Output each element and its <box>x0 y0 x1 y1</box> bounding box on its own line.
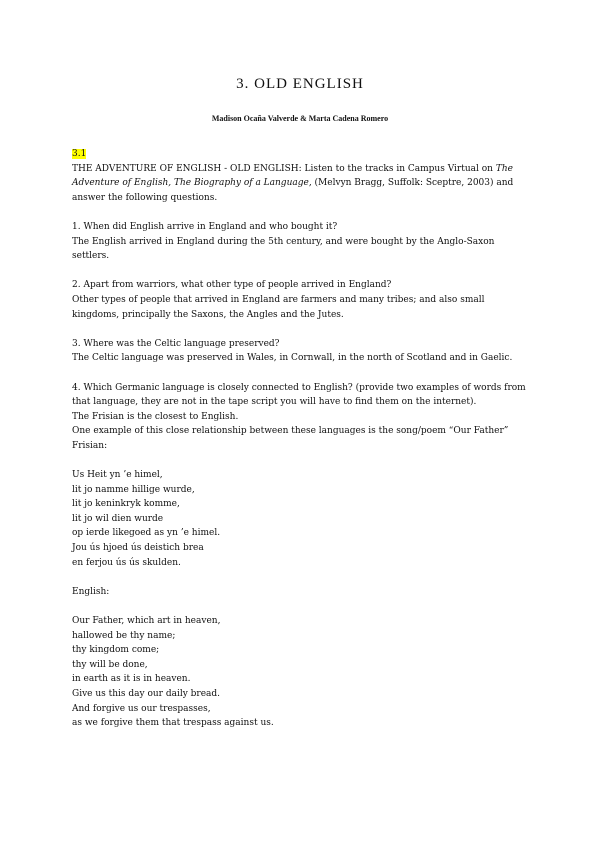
english-line: in earth as it is in heaven. <box>72 674 191 685</box>
frisian-line: Us Heit yn ’e himel, <box>72 470 163 481</box>
document-title: 3. OLD ENGLISH <box>236 76 364 92</box>
english-line: thy kingdom come; <box>72 645 160 656</box>
answer-1: The English arrived in England during the 5th century, and were bought by the Anglo-Saxon settlers. <box>72 236 495 262</box>
frisian-poem <box>72 468 527 570</box>
frisian-label: Frisian: <box>72 440 108 451</box>
document-body <box>72 147 527 731</box>
frisian-line: lit jo keninkryk komme, <box>72 499 180 510</box>
answer-2: Other types of people that arrived in England are farmers and many tribes; and also small kingdoms, principally the Saxons, the Angles and the Jutes. <box>72 294 485 320</box>
frisian-line: lit jo namme hillige wurde, <box>72 484 195 495</box>
english-line: Our Father, which art in heaven, <box>72 616 221 626</box>
book-title: The Adventure of English, The Biography of a Language <box>72 163 513 189</box>
question-2: 2. Apart from warriors, what other type of people arrived in England? <box>72 280 392 291</box>
question-4: 4. Which Germanic language is closely connected to English? (provide two examples of words from that language, they are not in the tape script you will have to find them on the internet). <box>72 382 526 408</box>
english-label: English: <box>72 586 110 597</box>
english-line: hallowed be thy name; <box>72 630 176 641</box>
frisian-line: en ferjou ús ús skulden. <box>72 557 181 568</box>
english-line: thy will be done, <box>72 659 148 670</box>
example-intro: One example of this close relationship between these languages is the song/poem “Our Father” <box>72 426 509 437</box>
answer-4: The Frisian is the closest to English. <box>72 411 239 422</box>
frisian-line: lit jo wil dien wurde <box>72 513 164 524</box>
section-number: 3.1 <box>72 149 87 159</box>
question-1: 1. When did English arrive in England and who bought it? <box>72 221 338 232</box>
intro-paragraph: THE ADVENTURE OF ENGLISH - OLD ENGLISH: Listen to the tracks in Campus Virtual on The Adventure of English, The Biography of a Language, (Melvyn Bragg, Suffolk: Sceptre, 2003) and answer the following questions. <box>72 163 514 203</box>
frisian-line: Jou ús hjoed ús deistich brea <box>72 543 204 554</box>
english-poem <box>72 614 527 731</box>
english-line: Give us this day our daily bread. <box>72 688 221 699</box>
english-line: as we forgive them that trespass against us. <box>72 718 274 729</box>
question-3: 3. Where was the Celtic language preserved? <box>72 338 280 349</box>
document-authors: Madison Ocaña Valverde & Marta Cadena Romero <box>211 114 389 123</box>
english-line: And forgive us our trespasses, <box>72 703 211 714</box>
frisian-line: op ierde likegoed as yn ’e himel. <box>72 528 221 539</box>
answer-3: The Celtic language was preserved in Wales, in Cornwall, in the north of Scotland and in Gaelic. <box>72 353 513 364</box>
